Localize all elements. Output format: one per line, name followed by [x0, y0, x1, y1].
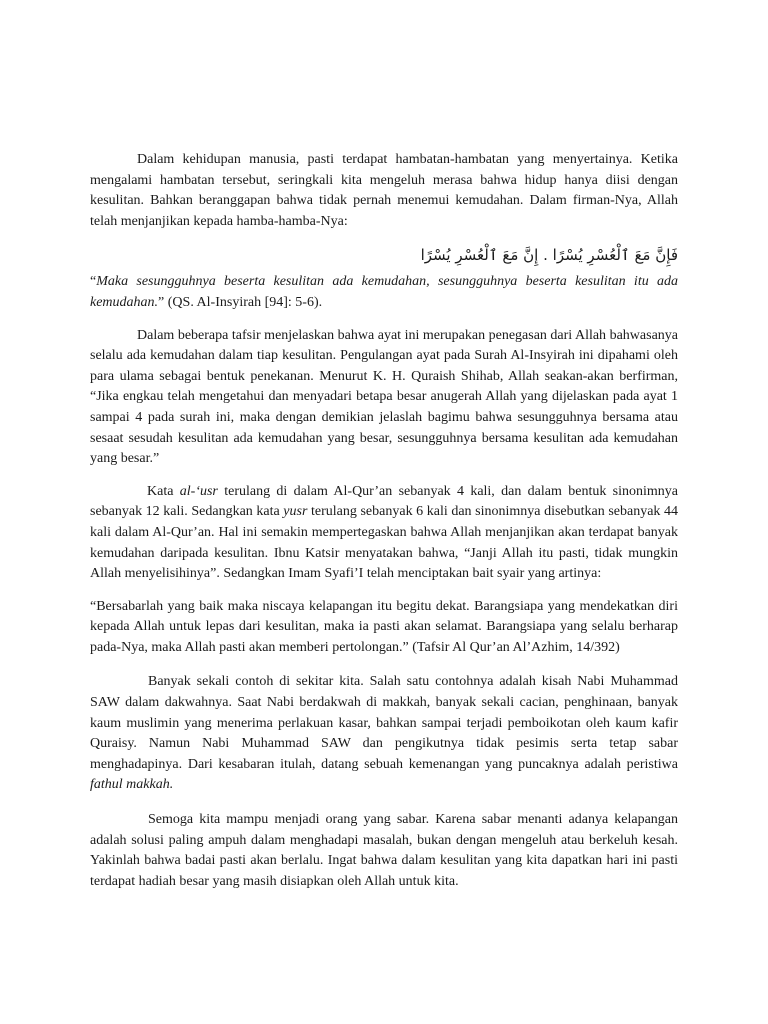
document-page: [90, 150, 678, 892]
p4-text: Banyak sekali contoh di sekitar kita. Salah satu contohnya adalah kisah Nabi Muhammad SAW dalam dakwahnya. Saat Nabi berdakwah di makkah, banyak sekali cacian, penghinaan, banyak kaum muslimin yang menerima perlakuan kasar, bahkan sampai terjadi pemboikotan oleh kaum kafir Quraisy. Namun Nabi Muhammad SAW dan pengikutnya tidak pesimis serta tetap sabar menghadapinya. Dari kesabaran itulah, datang sebuah kemenangan yang puncaknya adalah peristiwa: [90, 674, 678, 772]
translation-italic-text: Maka sesungguhnya beserta kesulitan ada kemudahan, sesungguhnya beserta kesulitan itu ada kemudahan.: [90, 274, 678, 310]
p3-text-b: terulang di dalam Al-Qur’an sebanyak 4 kali, dan dalam bentuk sinonimnya sebanyak 12 kali. Sedangkan kata: [90, 483, 678, 520]
poem-quote: “Bersabarlah yang baik maka niscaya kelapangan itu begitu dekat. Barangsiapa yang mendekatkan diri kepada Allah untuk lepas dari kesulitan, maka ia pasti akan selamat. Barangsiapa yang selalu berharap pada-Nya, maka Allah pasti akan memberi pertolongan.” (Tafsir Al Qur’an Al’Azhim, 14/392): [90, 598, 678, 655]
translation-citation: ” (QS. Al-Insyirah [94]: 5-6).: [158, 294, 323, 310]
term-fathul-makkah: fathul makkah.: [90, 777, 174, 793]
paragraph-intro: Dalam kehidupan manusia, pasti terdapat hambatan-hambatan yang menyertainya. Ketika mengalami hambatan tersebut, seringkali kita mengeluh merasa bahwa hidup hanya diisi dengan kesulitan. Bahkan beranggapan bahwa tidak pernah menemui kemudahan. Dalam firman-Nya, Allah telah menjanjikan kepada hamba-hamba-Nya:: [90, 152, 678, 229]
term-yusr: yusr: [283, 504, 308, 520]
paragraph-closing: Semoga kita mampu menjadi orang yang sabar. Karena sabar menanti adanya kelapangan adalah solusi paling ampuh dalam menghadapi masalah, bukan dengan mengeluh atau berkeluh kesah. Yakinlah bahwa badai pasti akan berlalu. Ingat bahwa dalam kesulitan yang kita dapatkan hari ini pasti terdapat hadiah besar yang masih disiapkan oleh Allah untuk kita.: [90, 812, 678, 889]
verse-translation: [90, 272, 678, 313]
paragraph-word-count: [90, 482, 678, 585]
p3-text-c: terulang sebanyak 6 kali dan sinonimnya disebutkan sebanyak 44 kali dalam Al-Qur’an. Hal ini semakin mempertegaskan bahwa Allah menjanjikan akan terdapat banyak kemudahan daripada kesulitan. Ibnu Katsir menyatakan bahwa, “Janji Allah itu pasti, tidak mungkin Allah menyelisihinya”. Sedangkan Imam Syafi’I telah menciptakan bait syair yang artinya:: [90, 504, 678, 582]
arabic-verse: فَإِنَّ مَعَ ٱلْعُسْرِ يُسْرًا . إِنَّ مَعَ ٱلْعُسْرِ يُسْرًا: [420, 246, 678, 265]
paragraph-tafsir: Dalam beberapa tafsir menjelaskan bahwa ayat ini merupakan penegasan dari Allah bahwasanya selalu ada kemudahan dalam tiap kesulitan. Pengulangan ayat pada Surah Al-Insyirah ini dipahami oleh para ulama sebagai bentuk penekanan. Menurut K. H. Quraish Shihab, Allah seakan-akan berfirman, “Jika engkau telah mengetahui dan menyadari betapa besar anugerah Allah yang dijelaskan pada ayat 1 sampai 4 pada surah ini, maka dengan demikian jelaslah bagimu bahwa sesungguhnya bersama atau sesaat sesudah kesulitan ada kemudahan yang besar, sesungguhnya bersama kesulitan ada kemudahan yang besar.”: [90, 327, 678, 467]
paragraph-example: [90, 672, 678, 796]
term-al-usr: al-‘usr: [179, 483, 218, 499]
translation-open-quote: “: [90, 274, 97, 290]
p3-text-a: Kata: [147, 483, 180, 499]
